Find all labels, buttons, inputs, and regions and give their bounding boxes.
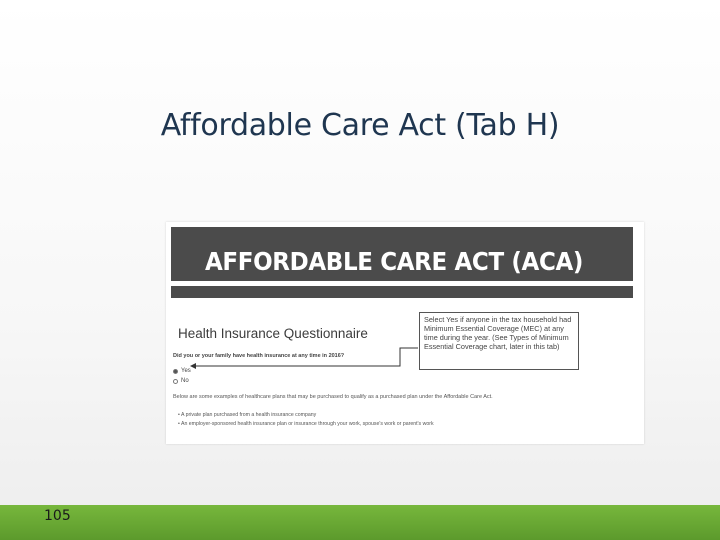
list-item: • An employer-sponsored health insurance plan or insurance through your work, spouse's work or parent's work bbox=[178, 421, 434, 427]
radio-yes[interactable] bbox=[173, 369, 178, 374]
question-text: Did you or your family have health insurance at any time in 2016? bbox=[173, 353, 345, 359]
footer-bar bbox=[0, 505, 720, 540]
bullet-text: A private plan purchased from a health insurance company bbox=[180, 412, 317, 418]
info-text: Below are some examples of healthcare plans that may be purchased to qualify as a purchased plan under the Affordable Care Act. bbox=[173, 394, 493, 400]
aca-header-text: AFFORDABLE CARE ACT (ACA) bbox=[205, 247, 584, 276]
option-no-label: No bbox=[181, 378, 189, 384]
list-item: • A private plan purchased from a health insurance company bbox=[178, 412, 317, 418]
callout-box: Select Yes if anyone in the tax household had Minimum Essential Coverage (MEC) at any time during the year. (See Types of Minimum Essential Coverage chart, later in this tab) bbox=[419, 312, 579, 370]
questionnaire-title: Health Insurance Questionnaire bbox=[178, 326, 368, 341]
aca-header-banner bbox=[171, 227, 633, 281]
aca-sub-bar bbox=[171, 286, 633, 298]
page-number: 105 bbox=[44, 508, 71, 524]
option-no[interactable] bbox=[173, 378, 189, 384]
radio-no[interactable] bbox=[173, 379, 178, 384]
bullet-text: An employer-sponsored health insurance plan or insurance through your work, spouse's work or parent's work bbox=[180, 421, 434, 427]
slide-title: Affordable Care Act (Tab H) bbox=[160, 108, 560, 143]
embedded-screenshot bbox=[166, 222, 644, 444]
option-yes[interactable] bbox=[173, 368, 191, 374]
option-yes-label: Yes bbox=[181, 368, 191, 374]
